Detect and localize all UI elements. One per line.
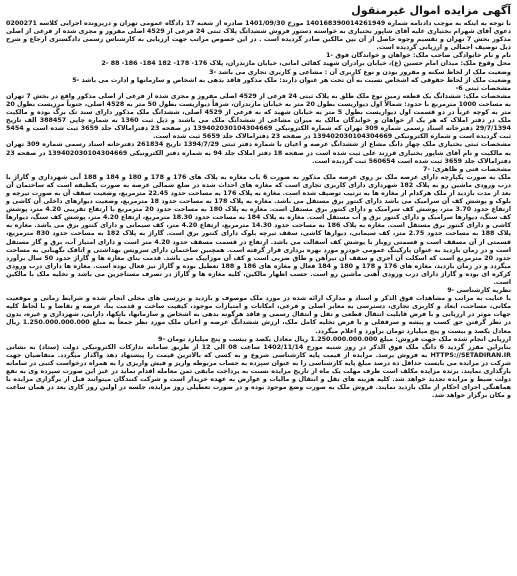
notice-body xyxy=(6,20,511,400)
paragraph-deed1: مشخصات ملک: ششدانگ یک قطعه زمین نوع ملک طلق به پلاک ثبتی 24 فرعی از 4529 اصلی مفروز و مجزی شده از فرعی از اصلی مذکور واقع در بخش 7 تهران به مساحت 1000 مترمربع با حدود: شمالاً اول دیواریست بطول 20 متر به خیابان مازندران، شرقاً دیواریست بطول 50 متر به 4528 اصلی، جنوباً مرزیست بطول 20 متر به کوچه غرباً در دو قسمت اول دیواریست بطول 5 متر به خیابان شهید که به فرعی از 4529 اصلی، ششدانگ ملک مذکور دارای سند تک برگ بوده و مالکیت ملک در دفتر املاک که هر یک از خواهان و خواندگان مالک به میزان مشاعی از ششدانگ ملک می باشند و ذیل ثبت 1360 به شماره چاپی 388457 الف تاریخ 29/7/1394 دفترخانه اسناد رسمی شماره 309 تهران که شماره الکترونیکی 139402030104304669 در صفحه 23 دفترامالاک جلد 3659 ثبت شده است و 5454 ثبت گردیده است و شماره الکترونیکی 139402030104304669 در صفحه 23 دفترامالاک جلد 5659 ثبت شده است. xyxy=(6,92,512,141)
paragraph-intro: با توجه به اینکه به موجب دادنامه شماره 140168390014261949 مورخ 1401/09/30 صادره از شعبه 17 دادگاه عمومی تهران و درپرونده اجرایی کلاسه 0200271 دعوی آقای شهرام بختیاری علیه آقای شاپور بختیاری به خواسته دستور فروش ششدانگ پلاک ثبتی 24 فرعی از 4529 اصلی مفروز و مجزی شده از فرعی از اصلی مذکور بخش 7 تهران و تقسیم وجوه حاصل از آن بین مالکین صادر گردیده است . در این خصوص مراتب جهت ارزیابی به کارشناس رسمی دادگستری ارجاع و شرح ذیل توصیف اجمالی و ارزیابی گردیده است. xyxy=(6,20,511,52)
paragraph-opinion: با عنایت به مراتب و مشاهدات فوق الذکر و اسناد و مدارک ارائه شده در مورد ملک موصوف و بازدید و بررسی های محلی انجام شده و شرایط زمانی و موقعیت مکانی، مساحت، ابعاد و کاربری تجاری، دسترسی به معابر اصلی و فرعی، امکانات و امتیازات موجود، کیفیت ساخت و قدمت بنا، عرضه و تقاضا و با لحاظ کلیه جهات موثر در ارزیابی و با فرض قابلیت انتقال قطعی و نقل و انتقال رسمی و فاقد هرگونه بدهی به اشخاص و سازمانها، بانکها، دارایی، شهرداری و غیره، بدون در نظر گرفتن حق کسب و پیشه و سرقفلی و با فرض تخلیه کامل ملک، ارزش ششدانگ عرصه و اعیان ملک مورد نظر جمعاً به مبلغ 1.250.000.000.000 ریال معادل یکصد و بیست و پنج میلیارد تومان برآورد و اعلام میگردد. xyxy=(6,295,512,335)
paragraph-s6: مشخصات ثبتی 6- xyxy=(455,84,511,92)
paragraph-s1: نام و نام خانوادگی صاحب ملک: خواهان و خواندگان فوق -1 xyxy=(325,52,511,60)
paragraph-price: ارزیابی انجام شده ملک جهت فروش: مبلغ 1.250.000.000.000 ریال معادل یکصد و بیست و پنج میلیارد تومان -9 xyxy=(158,335,511,343)
paragraph-s9: نظریه کارشناسی -9 xyxy=(447,287,511,295)
paragraph-s4: وضعیت ملک از لحاظ حقوقی که اشخاص نسبت به آن تحت هر عنوان دارند: ملک مذکور فاقد بدهی به اشخاص و سازمانها و ادارت می باشد -5 xyxy=(72,76,511,84)
notice-title: آگهی مزایده اموال غیرمنقول xyxy=(351,4,511,17)
paragraph-s7: مشخصات فنی و ظاهری: -7 xyxy=(422,165,511,173)
paragraph-deed2: مشخصات ثبتی بختیاری ملک چهار دانگ مشاع از ششدانگ عرصه و اعیان با شماره دفتر ثبتی 1394/7/29 تاریخ 261834 دفترخانه اسناد رسمی شماره 309 تهران به مالکیت و نام آقای شاپور بختیاری فرزند علی ثبت شده است در صفحه 18 دفتر املاک جلد 94 به شماره دفتر الکترونیکی 139402030104304669 در صفحه 23 دفترامالاک جلد 3659 ثبت شده است 560654 ثبت گردیده است. xyxy=(6,141,511,165)
paragraph-s3: وضعیت ملک از لحاظ سکنه و مفروز بودن و نوع کاربری آن : مشاعی و کاربری تجاری می باشد -3 xyxy=(209,68,511,76)
paragraph-tech: ملک به صورت یکپارچه دارای عرصه ملک بر روی عرصه ملک مذکور به صورت 6 باب مغازه به پلاک های 176 و 178 و 180 و 184 و 188 آبی شهرداری و گاراژ با درب ورودی ماشین رو به پلاک 182 شهرداری دارای کاربری تجاری است که مغازه های احداث شده در ضلع شمالی عرصه به صورت یکطبقه است که ساختمان آن بعد از مدت بازدید از ملک هرکدام از مغازه ها به ترتیب توصیف شده است. مغازه به پلاک 176 به مساحت حدود 22.45 مترمربع، وضعیت سقف آن به صورت تیرچه و بلوک و پوشش کف آن سرامیک می باشد دارای کنتور برق مستقل می باشد. مغازه به پلاک 178 به مساحت حدود 18 مترمربع، وضعیت دیوارهای داخلی آن کاشی و ارتفاع حدود 3.70 متر، پوشش کف سرامیک و دارای کنتور برق مستقل است. مغازه به پلاک 180 به مساحت حدود 20 مترمربع با ارتفاع تقریبی 4.20 متر، پوشش کف سنگ، دیوارها سرامیک و دارای کنتور برق و آب مستقل است. مغازه به پلاک 184 به مساحت حدود 18.30 مترمربع، ارتفاع 4.20 متر، پوشش کف سنگ، دیوارها کاشی و دارای کنتور برق مستقل است. مغازه به پلاک 186 به مساحت حدود 14.30 مترمربع، ارتفاع 4.20 متر، کف سیمانی و دارای کنتور برق می باشد. مغازه به پلاک 188 به مساحت حدود 2.75 متر، کف سیمانی، دیوارها کاشی، سقف تیرچه بلوک دارای کنتور برق است. گاراژ به پلاک 182 به مساحت حدود 830 مترمربع، قسمتی از آن مسقف است و قسمتی روباز با پوشش کف آسفالت می باشد. ارتفاع در قسمت مسقف حدود 4.20 متر است و دارای امتیاز آب، برق و گاز مستقل است و در زمان بازدید به عنوان پارکینگ عمومی خودرو مورد بهره برداری قرار گرفته است. همچنین ساختمان دارای سرویس بهداشتی و اتاقک نگهبانی به مساحت حدود 20 مترمربع است که اسکلت آن آجری و سقف آن تیرآهن و طاق ضربی است و کف آن موزاییک می باشد. قدمت بنای مغازه ها و گاراژ حدود 50 سال برآورد میگردد و در زمان بازدید، مغازه های 176 و 178 و 180 و 184 فعال و مغازه های 186 و 188 تعطیل بوده و گاراژ نیز فعال بوده است. مغازه ها دارای درب ورودی کرکره ای بوده و گاراژ دارای درب ورودی آهنی ماشین رو است. حسب اظهار مالکین، کلیه مغازه ها و گاراژ در تصرف مستاجرین می باشد و تخلیه ملک با مالکین است. xyxy=(6,173,512,286)
paragraph-auction: بنابراین مقرر گردید 6 دانگ ملک فوق الذکر در روز شنبه مورخ 1402/11/14 ساعت 08 الی 12 از طریق سامانه تدارکات الکترونیکی دولت (ستاد) به نشانی HTTPS://SETADIRAN.IR به فروش برسد. مزایده از قیمت پایه کارشناسی شروع و به کسی که بالاترین قیمت را پیشنهاد دهد واگذار میگردد. متقاضیان جهت شرکت در مزایده می بایست حداقل ده درصد مبلغ پایه کارشناسی را به عنوان سپرده به حساب مربوطه واریز و فیش واریزی را به همراه درخواست کتبی در سامانه بارگذاری نمایند. برنده مزایده مکلف است ظرف مهلت یک ماه از تاریخ مزایده نسبت به پرداخت مابقی ثمن معامله اقدام نماید در غیر این صورت سپرده وی به نفع دولت ضبط و مزایده تجدید خواهد شد. کلیه هزینه های نقل و انتقال و مالیات و عوارض به عهده خریدار است و شرکت کنندگان میتوانند قبل از برگزاری مزایده با هماهنگی اجرای احکام از ملک بازدید نمایند. فروش ملک به صورت وضع موجود بوده و در صورت تعطیلی روز مزایده، جلسه در اولین روز کاری بعد در همان ساعت و مکان برگزار خواهد شد. xyxy=(6,343,511,400)
paragraph-s2: محل وقوع ملک: میدان امام حسین (ع)، خیابان برادران شهید کفائی امانی، خیابان مازندران، پلاک 176- 178- 182 184- 186- 88 -2 xyxy=(101,60,511,68)
